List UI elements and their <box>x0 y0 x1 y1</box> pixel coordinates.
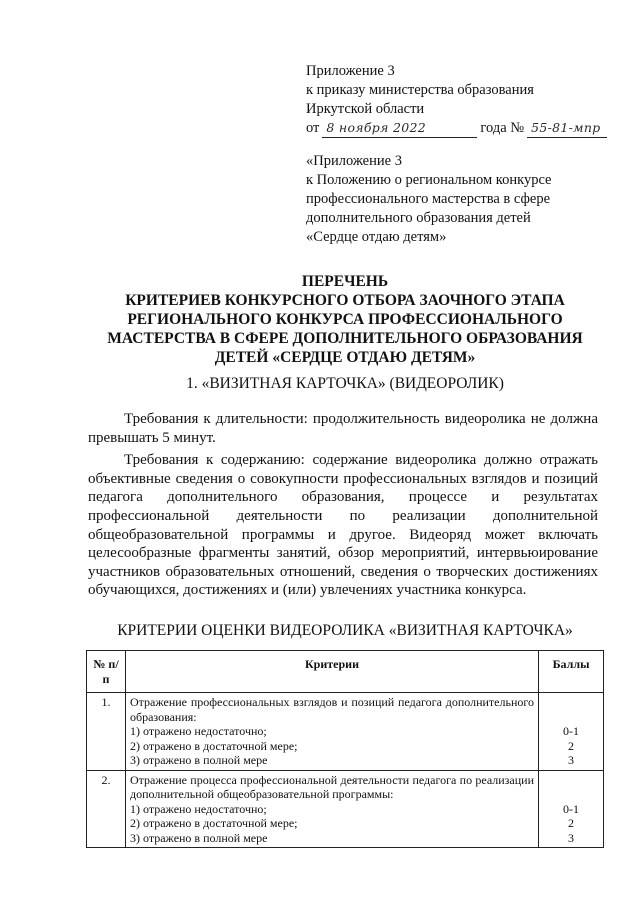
score-value: 3 <box>568 830 574 845</box>
annex-date-line <box>306 119 607 138</box>
annex-line: Приложение 3 <box>306 63 395 79</box>
criterion-cell <box>126 770 539 848</box>
header-criteria: Критерии <box>126 651 539 693</box>
table-row <box>87 770 604 848</box>
regulation-annex-block <box>306 152 552 247</box>
regulation-annex-line: «Сердце отдаю детям» <box>306 229 447 245</box>
regulation-annex-line: дополнительного образования детей <box>306 210 531 226</box>
date-blank <box>322 121 477 138</box>
row-num: 1. <box>87 693 126 771</box>
annex-block <box>306 62 607 138</box>
score-value: 0-1 <box>563 801 579 816</box>
criterion-cell <box>126 693 539 771</box>
section-heading-criteria: КРИТЕРИИ ОЦЕНКИ ВИДЕОРОЛИКА «ВИЗИТНАЯ КАРТОЧКА» <box>117 622 573 639</box>
title-line: ДЕТЕЙ «СЕРДЦЕ ОТДАЮ ДЕТЯМ» <box>214 349 476 366</box>
table-header-row <box>87 651 604 693</box>
regulation-annex-line: профессионального мастерства в сфере <box>306 191 551 207</box>
score-value: 0-1 <box>563 724 579 738</box>
criterion-title: Отражение процесса профессиональной деятельности педагога по реализации дополнительной общеобразовательной программы: <box>130 772 534 801</box>
criterion-item: 2) отражено в достаточной мере; <box>130 816 298 830</box>
criterion-item: 3) отражено в полной мере <box>130 830 268 845</box>
date-prefix: от <box>306 120 320 136</box>
regulation-annex-line: к Положению о региональном конкурсе <box>306 172 552 188</box>
score-value: 2 <box>568 738 574 753</box>
year-label: года № <box>480 120 525 136</box>
handwritten-number: 55-81-мпр <box>531 120 601 135</box>
score-cell <box>539 693 604 771</box>
title-line: РЕГИОНАЛЬНОГО КОНКУРСА ПРОФЕССИОНАЛЬНОГО <box>127 311 563 328</box>
requirements-body <box>88 410 598 604</box>
score-cell <box>539 770 604 848</box>
section-heading-video-card: 1. «ВИЗИТНАЯ КАРТОЧКА» (ВИДЕОРОЛИК) <box>186 375 504 392</box>
criterion-item: 3) отражено в полной мере <box>130 753 268 767</box>
score-value: 2 <box>568 816 574 830</box>
annex-line: Иркутской области <box>306 101 425 117</box>
criterion-title: Отражение профессиональных взглядов и позиций педагога дополнительного образования: <box>130 695 534 724</box>
header-score: Баллы <box>539 651 604 693</box>
title-line: КРИТЕРИЕВ КОНКУРСНОГО ОТБОРА ЗАОЧНОГО ЭТАПА <box>125 292 565 309</box>
table-row <box>87 693 604 771</box>
duration-requirement: Требования к длительности: продолжительность видеоролика не должна превышать 5 минут. <box>88 411 598 446</box>
content-requirement: Требования к содержанию: содержание видеоролика должно отражать объективные сведения о совокупности профессиональных взглядов и позиций педагога дополнительного образования, процессе и результатах профессиональной деятельности по реализации дополнительной общеобразовательной программы и другое. Видеоряд может включать целесообразные фрагменты занятий, обзор мероприятий, интервьюирование участников образовательных отношений, сведения о творческих достижениях обучающихся, достижениях и (или) увлечениях участника конкурса. <box>88 452 598 599</box>
criterion-item: 1) отражено недостаточно; <box>130 801 267 816</box>
regulation-annex-line: «Приложение 3 <box>306 153 402 169</box>
row-num: 2. <box>87 770 126 848</box>
document-title <box>100 272 590 367</box>
criterion-item: 2) отражено в достаточной мере; <box>130 738 298 753</box>
title-line: ПЕРЕЧЕНЬ <box>301 273 389 290</box>
score-value: 3 <box>568 753 574 767</box>
annex-line: к приказу министерства образования <box>306 82 534 98</box>
criterion-item: 1) отражено недостаточно; <box>130 724 267 738</box>
header-num: № п/п <box>87 651 126 693</box>
criteria-table <box>86 650 604 848</box>
title-line: МАСТЕРСТВА В СФЕРЕ ДОПОЛНИТЕЛЬНОГО ОБРАЗОВАНИЯ <box>107 330 583 347</box>
number-blank <box>527 121 607 138</box>
handwritten-date: 8 ноября 2022 <box>326 120 426 135</box>
